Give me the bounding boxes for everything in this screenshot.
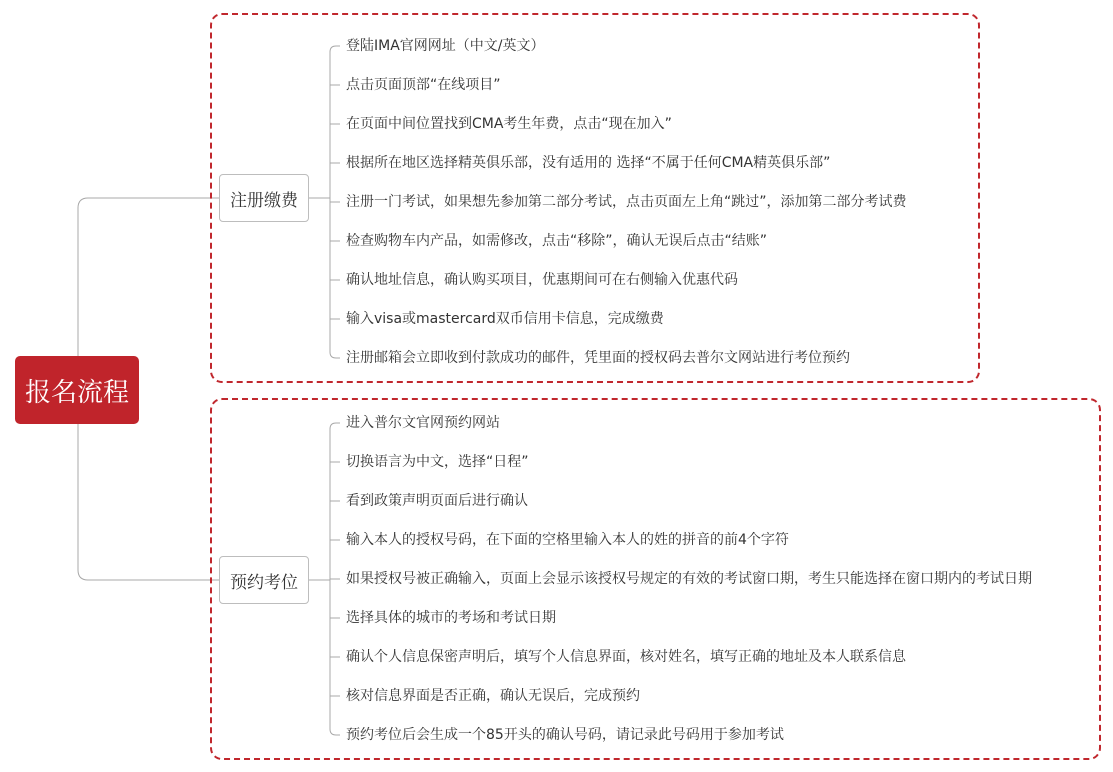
step-item-booking-3: 看到政策声明页面后进行确认 [346, 493, 528, 509]
step-item-booking-7: 确认个人信息保密声明后，填写个人信息界面，核对姓名，填写正确的地址及本人联系信息 [346, 649, 906, 665]
branch-node-booking: 预约考位 [219, 556, 309, 604]
step-item-booking-1: 进入普尔文官网预约网站 [346, 415, 500, 431]
step-item-booking-6: 选择具体的城市的考场和考试日期 [346, 610, 556, 626]
step-item-registration-2: 点击页面顶部“在线项目” [346, 77, 501, 93]
step-item-booking-5: 如果授权号被正确输入，页面上会显示该授权号规定的有效的考试窗口期，考生只能选择在窗口期内的考试日期 [346, 571, 1032, 587]
step-item-registration-4: 根据所在地区选择精英俱乐部，没有适用的 选择“不属于任何CMA精英俱乐部” [346, 155, 831, 171]
step-item-registration-9: 注册邮箱会立即收到付款成功的邮件，凭里面的授权码去普尔文网站进行考位预约 [346, 350, 850, 366]
step-item-registration-1: 登陆IMA官网网址（中文/英文） [346, 38, 545, 54]
step-item-registration-8: 输入visa或mastercard双币信用卡信息，完成缴费 [346, 311, 664, 327]
step-item-registration-6: 检查购物车内产品，如需修改，点击“移除”，确认无误后点击“结账” [346, 233, 768, 249]
root-node: 报名流程 [15, 356, 139, 424]
step-item-booking-8: 核对信息界面是否正确，确认无误后，完成预约 [346, 688, 640, 704]
step-item-booking-2: 切换语言为中文，选择“日程” [346, 454, 529, 470]
step-item-registration-3: 在页面中间位置找到CMA考生年费，点击“现在加入” [346, 116, 672, 132]
branch-node-registration: 注册缴费 [219, 174, 309, 222]
step-item-registration-7: 确认地址信息，确认购买项目，优惠期间可在右侧输入优惠代码 [346, 272, 738, 288]
step-item-booking-4: 输入本人的授权号码，在下面的空格里输入本人的姓的拼音的前4个字符 [346, 532, 789, 548]
step-item-booking-9: 预约考位后会生成一个85开头的确认号码，请记录此号码用于参加考试 [346, 727, 784, 743]
step-item-registration-5: 注册一门考试，如果想先参加第二部分考试，点击页面左上角“跳过”，添加第二部分考试费 [346, 194, 907, 210]
